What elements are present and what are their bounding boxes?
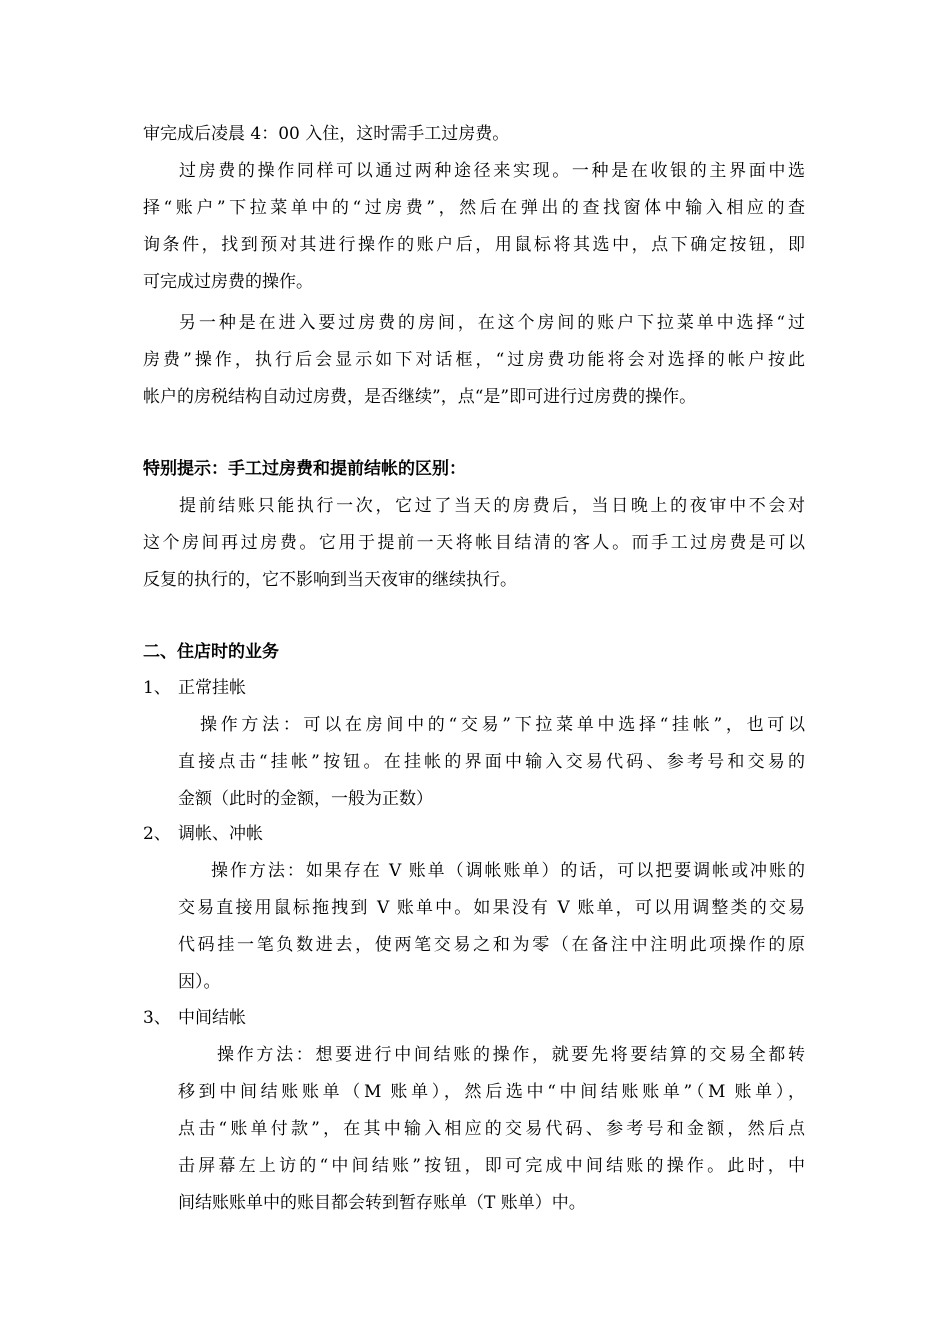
intro-line: 审完成后凌晨 4：00 入住，这时需手工过房费。 <box>143 124 510 144</box>
item-line: 击屏幕左上访的“中间结账”按钮，即可完成中间结账的操作。此时，中 <box>178 1156 805 1176</box>
paragraph-line: 询条件，找到预对其进行操作的账户后，用鼠标将其选中，点下确定按钮，即 <box>143 235 805 255</box>
item-line: 直接点击“挂帐”按钮。在挂帐的界面中输入交易代码、参考号和交易的 <box>178 752 805 772</box>
item-title: 调帐、冲帐 <box>178 824 263 844</box>
item-title: 正常挂帐 <box>178 678 246 698</box>
item-line: 移到中间结账账单（M 账单），然后选中“中间结账账单”（M 账单）， <box>178 1082 805 1102</box>
paragraph-line: 提前结账只能执行一次，它过了当天的房费后，当日晚上的夜审中不会对 <box>179 496 805 516</box>
section-heading: 二、住店时的业务 <box>143 642 279 662</box>
tip-heading: 特别提示：手工过房费和提前结帐的区别： <box>143 459 466 479</box>
item-line: 代码挂一笔负数进去，使两笔交易之和为零（在备注中注明此项操作的原 <box>178 935 805 955</box>
item-line: 间结账账单中的账目都会转到暂存账单（T 账单）中。 <box>178 1193 586 1213</box>
paragraph-line: 可完成过房费的操作。 <box>143 272 313 292</box>
paragraph-line: 择“账户”下拉菜单中的“过房费”，然后在弹出的查找窗体中输入相应的查 <box>143 198 805 218</box>
item-number: 2、 <box>143 824 171 844</box>
item-line: 点击“账单付款”，在其中输入相应的交易代码、参考号和金额，然后点 <box>178 1119 805 1139</box>
item-line: 操作方法：如果存在 V 账单（调帐账单）的话，可以把要调帐或冲账的 <box>211 861 805 881</box>
item-number: 1、 <box>143 678 171 698</box>
item-line: 交易直接用鼠标拖拽到 V 账单中。如果没有 V 账单，可以用调整类的交易 <box>178 898 805 918</box>
item-line: 操作方法：可以在房间中的“交易”下拉菜单中选择“挂帐”，也可以 <box>200 715 805 735</box>
paragraph-line: 帐户的房税结构自动过房费，是否继续”，点“是”即可进行过房费的操作。 <box>143 387 697 407</box>
paragraph-line: 过房费的操作同样可以通过两种途径来实现。一种是在收银的主界面中选 <box>179 161 805 181</box>
item-line: 操作方法：想要进行中间结账的操作，就要先将要结算的交易全都转 <box>217 1045 805 1065</box>
paragraph-line: 反复的执行的，它不影响到当天夜审的继续执行。 <box>143 570 517 590</box>
item-title: 中间结帐 <box>178 1008 246 1028</box>
paragraph-line: 另一种是在进入要过房费的房间，在这个房间的账户下拉菜单中选择“过 <box>179 313 805 333</box>
paragraph-line: 这个房间再过房费。它用于提前一天将帐目结清的客人。而手工过房费是可以 <box>143 533 805 553</box>
item-number: 3、 <box>143 1008 171 1028</box>
item-line: 因）。 <box>178 972 221 992</box>
item-line: 金额（此时的金额，一般为正数） <box>178 789 433 809</box>
paragraph-line: 房费”操作，执行后会显示如下对话框，“过房费功能将会对选择的帐户按此 <box>143 350 805 370</box>
